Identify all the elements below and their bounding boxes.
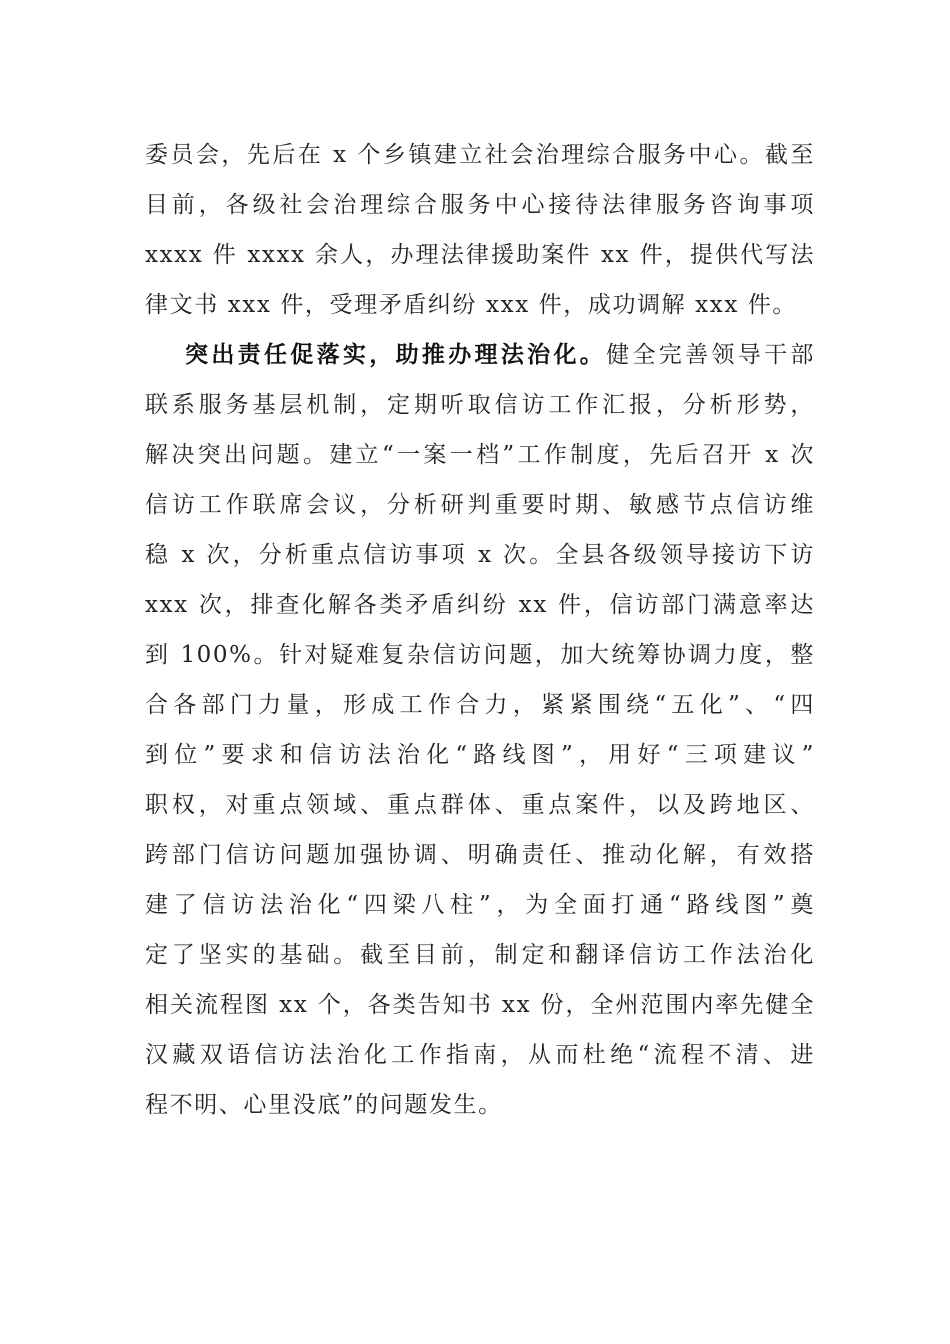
text-line: 定了坚实的基础。截至目前，制定和翻译信访工作法治化 [145,942,815,968]
text-line: xxxx 件 xxxx 余人，办理法律援助案件 xx 件，提供代写法 [145,242,815,268]
text-line: 信访工作联席会议，分析研判重要时期、敏感节点信访维 [145,492,815,518]
text-line: xxx 次，排查化解各类矛盾纠纷 xx 件，信访部门满意率达 [145,592,815,618]
text-fragment: 健全完善领导干部 [606,342,815,368]
text-line: 程不明、心里没底”的问题发生。 [145,1092,503,1118]
text-line: 解决突出问题。建立“一案一档”工作制度，先后召开 x 次 [145,442,815,468]
text-line: 建了信访法治化“四梁八柱”，为全面打通“路线图”奠 [145,892,815,918]
text-line: 委员会，先后在 x 个乡镇建立社会治理综合服务中心。截至 [145,142,815,168]
text-line: 目前，各级社会治理综合服务中心接待法律服务咨询事项 [145,192,815,218]
text-line: 汉藏双语信访法治化工作指南，从而杜绝“流程不清、进 [145,1042,815,1068]
text-line: 联系服务基层机制，定期听取信访工作汇报，分析形势， [145,392,815,418]
text-line: 跨部门信访问题加强协调、明确责任、推动化解，有效搭 [145,842,815,868]
text-line: 律文书 xxx 件，受理矛盾纠纷 xxx 件，成功调解 xxx 件。 [145,292,798,318]
text-line: 职权，对重点领域、重点群体、重点案件，以及跨地区、 [145,792,815,818]
text-line: 稳 x 次，分析重点信访事项 x 次。全县各级领导接访下访 [145,542,815,568]
paragraph-1 [145,130,815,330]
text-line: 到 100%。针对疑难复杂信访问题，加大统筹协调力度，整 [145,642,815,668]
paragraph-2 [145,330,815,1130]
text-line: 到位”要求和信访法治化“路线图”，用好“三项建议” [145,742,815,768]
paragraph-heading: 突出责任促落实，助推办理法治化。 [185,341,607,368]
text-line: 合各部门力量，形成工作合力，紧紧围绕“五化”、“四 [145,692,815,718]
text-line: 相关流程图 xx 个，各类告知书 xx 份，全州范围内率先健全 [145,992,815,1018]
paragraph-2-first-line [145,330,815,380]
